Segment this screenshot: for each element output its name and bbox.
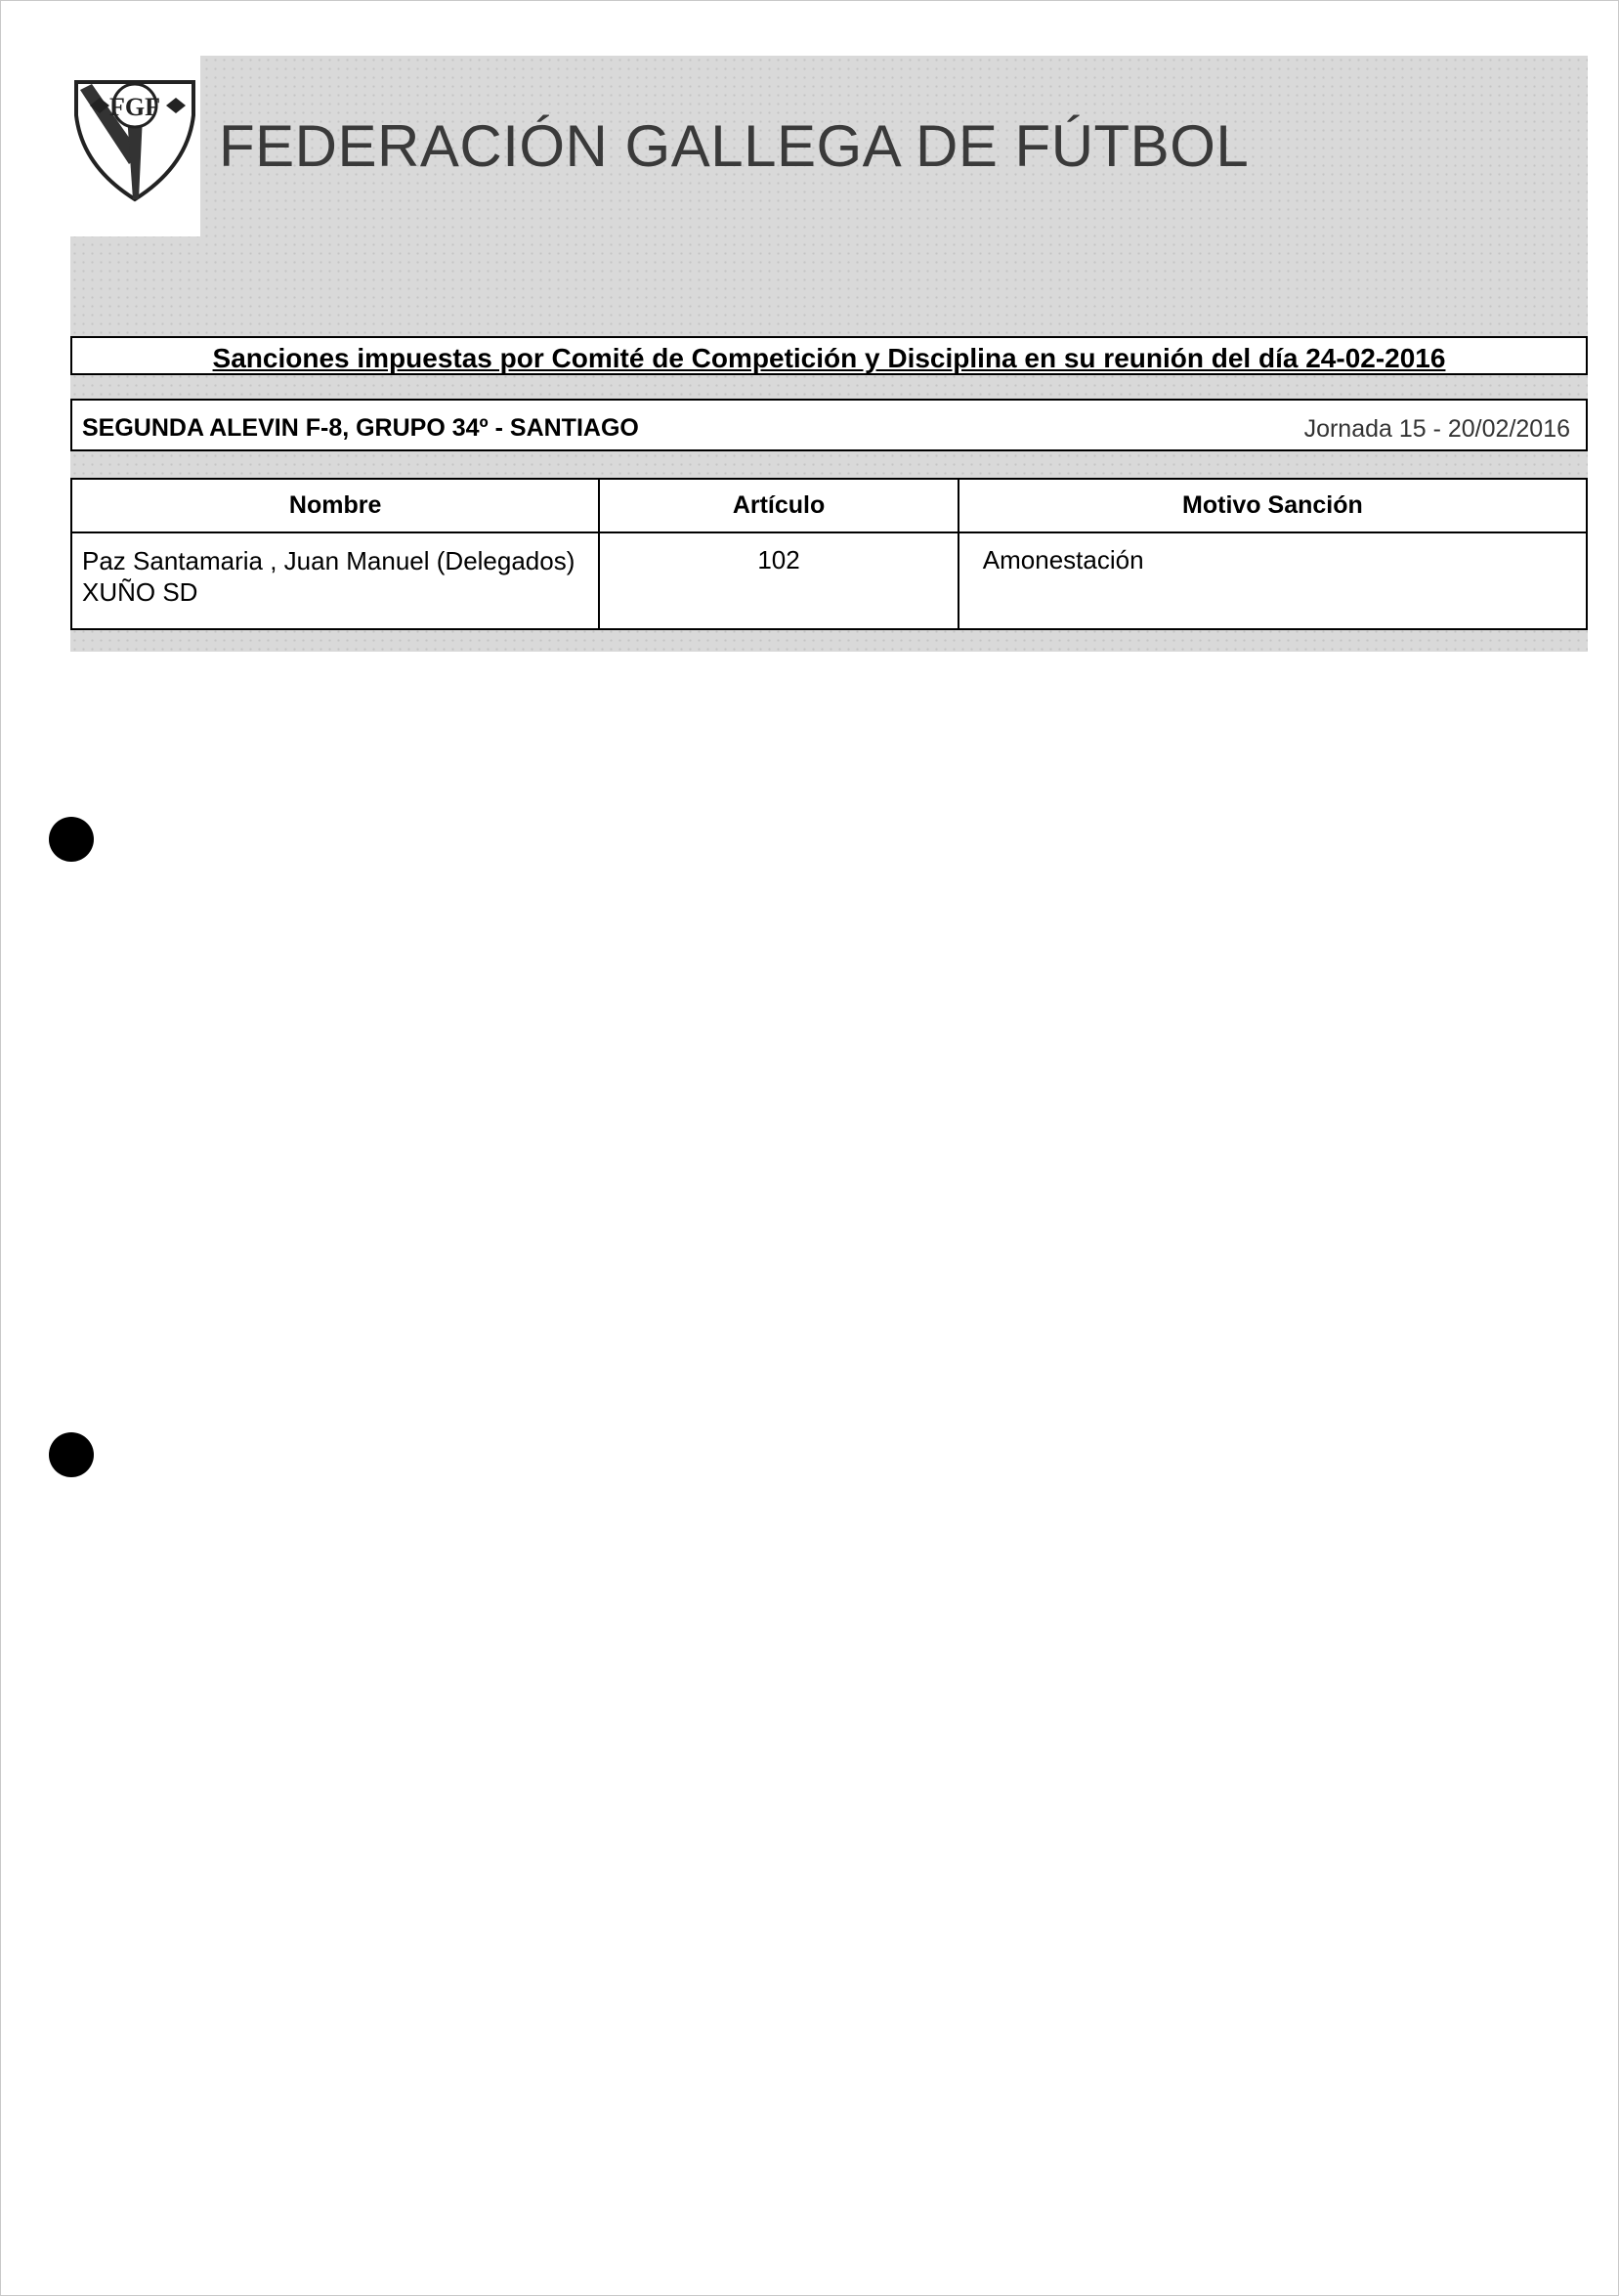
competition-banner — [70, 399, 1588, 451]
table-row — [71, 532, 1587, 629]
column-header-name: Nombre — [71, 479, 599, 532]
fgf-shield-logo — [70, 76, 199, 203]
person-name: Paz Santamaria , Juan Manuel (Delegados) — [82, 546, 575, 575]
round-date: Jornada 15 - 20/02/2016 — [1303, 415, 1570, 443]
cell-article: 102 — [599, 532, 959, 629]
meeting-banner — [70, 336, 1588, 375]
club-name: XUÑO SD — [82, 577, 198, 607]
competition-name: SEGUNDA ALEVIN F-8, GRUPO 34º - SANTIAGO — [82, 414, 639, 442]
cell-reason: Amonestación — [959, 532, 1587, 629]
svg-text:FGF: FGF — [109, 93, 160, 121]
table-header-row — [71, 479, 1587, 532]
column-header-article: Artículo — [599, 479, 959, 532]
column-header-reason: Motivo Sanción — [959, 479, 1587, 532]
federation-title: FEDERACIÓN GALLEGA DE FÚTBOL — [219, 113, 1250, 179]
punch-hole — [49, 1432, 94, 1477]
meeting-title: Sanciones impuestas por Comité de Competición y Disciplina en su reunión del día 24-02-2016 — [212, 343, 1446, 373]
cell-name — [71, 532, 599, 629]
sanctions-table — [70, 478, 1588, 630]
punch-hole — [49, 817, 94, 862]
